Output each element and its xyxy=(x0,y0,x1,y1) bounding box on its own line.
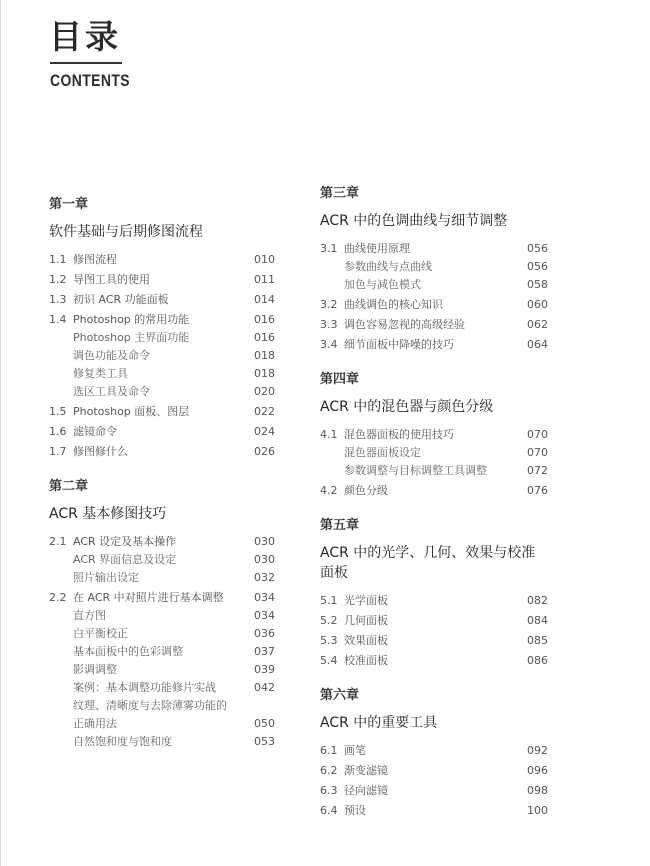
toc-entry[interactable] xyxy=(49,733,275,751)
toc-entry[interactable] xyxy=(49,643,275,661)
page-title: 目录 xyxy=(49,17,121,56)
section-title: 细节面板中降噪的技巧 xyxy=(344,338,454,351)
toc-left-column xyxy=(49,196,275,768)
section-title: 渐变滤镜 xyxy=(344,764,388,777)
toc-entry[interactable] xyxy=(320,742,548,760)
section-number: 2.2 xyxy=(49,591,67,604)
toc-entry[interactable] xyxy=(49,311,275,329)
toc-entry[interactable] xyxy=(320,632,548,650)
page-number: 030 xyxy=(254,553,275,566)
section-title: 照片输出设定 xyxy=(73,571,139,584)
page-number: 072 xyxy=(527,464,548,477)
section-number: 6.1 xyxy=(320,744,338,757)
page-number: 056 xyxy=(527,242,548,255)
toc-entry[interactable] xyxy=(49,569,275,587)
section-title: 参数调整与目标调整工具调整 xyxy=(344,464,487,477)
page-subtitle: CONTENTS xyxy=(50,71,130,90)
chapter-title: ACR 基本修图技巧 xyxy=(49,506,167,522)
page-number: 085 xyxy=(527,634,548,647)
section-number: 6.4 xyxy=(320,804,338,817)
title-divider xyxy=(50,62,122,64)
toc-entry[interactable] xyxy=(49,251,275,269)
section-title: 径向滤镜 xyxy=(344,784,388,797)
section-title: 白平衡校正 xyxy=(73,627,128,640)
section-title: Photoshop 的常用功能 xyxy=(73,313,190,326)
section-title: ACR 界面信息及设定 xyxy=(73,553,177,566)
section-number: 1.5 xyxy=(49,405,67,418)
section-title: 调色功能及命令 xyxy=(73,349,150,362)
section-number: 1.3 xyxy=(49,293,67,306)
chapter-title: ACR 中的混色器与颜色分级 xyxy=(320,399,494,415)
toc-entry[interactable] xyxy=(49,715,275,733)
section-title: 导图工具的使用 xyxy=(73,273,150,286)
page-number: 014 xyxy=(254,293,275,306)
section-title: 颜色分级 xyxy=(344,484,388,497)
page-number: 016 xyxy=(254,331,275,344)
section-title: 曲线调色的核心知识 xyxy=(344,298,443,311)
chapter-title: 软件基础与后期修图流程 xyxy=(49,224,203,240)
toc-entry[interactable] xyxy=(320,782,548,800)
toc-entry[interactable] xyxy=(320,444,548,462)
page-edge xyxy=(0,0,1,866)
page-number: 086 xyxy=(527,654,548,667)
toc-entry[interactable] xyxy=(320,612,548,630)
chapter-label: 第四章 xyxy=(320,372,360,387)
page-number: 039 xyxy=(254,663,275,676)
section-title: 参数曲线与点曲线 xyxy=(344,260,432,273)
section-number: 1.7 xyxy=(49,445,67,458)
section-number: 4.2 xyxy=(320,484,338,497)
section-title: 混色器面板的使用技巧 xyxy=(344,428,454,441)
page-number: 070 xyxy=(527,446,548,459)
page-number: 034 xyxy=(254,609,275,622)
page-number: 082 xyxy=(527,594,548,607)
section-title: Photoshop 面板、图层 xyxy=(73,405,190,418)
toc-entry[interactable] xyxy=(320,762,548,780)
section-title: 效果面板 xyxy=(344,634,388,647)
section-number: 1.6 xyxy=(49,425,67,438)
toc-entry[interactable] xyxy=(49,423,275,441)
chapter-title: ACR 中的色调曲线与细节调整 xyxy=(320,213,508,229)
page-number: 070 xyxy=(527,428,548,441)
toc-entry[interactable] xyxy=(320,336,548,354)
page-number: 084 xyxy=(527,614,548,627)
page-number: 032 xyxy=(254,571,275,584)
chapter-label: 第六章 xyxy=(320,688,360,703)
section-title: 正确用法 xyxy=(73,717,117,730)
page-number: 060 xyxy=(527,298,548,311)
toc-entry[interactable] xyxy=(320,462,548,480)
page-number: 064 xyxy=(527,338,548,351)
section-title: 修图流程 xyxy=(73,253,117,266)
toc-entry[interactable] xyxy=(49,697,275,715)
chapter-label: 第一章 xyxy=(49,197,89,212)
page-number: 011 xyxy=(254,273,275,286)
toc-entry[interactable] xyxy=(320,240,548,258)
section-number: 5.2 xyxy=(320,614,338,627)
page-number: 100 xyxy=(527,804,548,817)
page-number: 098 xyxy=(527,784,548,797)
section-title: 基本面板中的色彩调整 xyxy=(73,645,183,658)
section-title: 影调调整 xyxy=(73,663,117,676)
section-title: 选区工具及命令 xyxy=(73,385,150,398)
toc-entry[interactable] xyxy=(320,482,548,500)
toc-entry[interactable] xyxy=(49,533,275,551)
page-number: 018 xyxy=(254,349,275,362)
section-title: 修图修什么 xyxy=(73,445,128,458)
section-number: 3.1 xyxy=(320,242,338,255)
toc-entry[interactable] xyxy=(49,443,275,461)
page-number: 030 xyxy=(254,535,275,548)
toc-entry[interactable] xyxy=(49,589,275,607)
section-number: 1.2 xyxy=(49,273,67,286)
toc-entry[interactable] xyxy=(320,802,548,820)
chapter-section xyxy=(320,517,548,670)
section-number: 1.1 xyxy=(49,253,67,266)
section-number: 3.2 xyxy=(320,298,338,311)
section-number: 2.1 xyxy=(49,535,67,548)
section-title: 光学面板 xyxy=(344,594,388,607)
chapter-section xyxy=(320,371,548,500)
section-title: 在 ACR 中对照片进行基本调整 xyxy=(73,591,224,604)
page-number: 020 xyxy=(254,385,275,398)
page-number: 034 xyxy=(254,591,275,604)
toc-entry[interactable] xyxy=(49,291,275,309)
page-number: 092 xyxy=(527,744,548,757)
section-title: 初识 ACR 功能面板 xyxy=(73,293,169,306)
toc-entry[interactable] xyxy=(320,258,548,276)
toc-entry[interactable] xyxy=(320,592,548,610)
toc-entry[interactable] xyxy=(49,679,275,697)
section-number: 3.3 xyxy=(320,318,338,331)
page-number: 037 xyxy=(254,645,275,658)
toc-entry[interactable] xyxy=(49,661,275,679)
section-title: 画笔 xyxy=(344,744,366,757)
page-number: 026 xyxy=(254,445,275,458)
toc-entry[interactable] xyxy=(49,607,275,625)
section-number: 6.2 xyxy=(320,764,338,777)
page-number: 056 xyxy=(527,260,548,273)
page-number: 018 xyxy=(254,367,275,380)
section-title: 直方图 xyxy=(73,609,106,622)
section-number: 4.1 xyxy=(320,428,338,441)
toc-right-column xyxy=(320,185,548,837)
section-title: 曲线使用原理 xyxy=(344,242,410,255)
section-title: Photoshop 主界面功能 xyxy=(73,331,190,344)
chapter-section xyxy=(49,478,275,751)
section-title: 加色与减色模式 xyxy=(344,278,421,291)
toc-entry[interactable] xyxy=(49,551,275,569)
section-title: ACR 设定及基本操作 xyxy=(73,535,177,548)
section-number: 5.3 xyxy=(320,634,338,647)
toc-entry[interactable] xyxy=(49,403,275,421)
section-title: 滤镜命令 xyxy=(73,425,117,438)
toc-entry[interactable] xyxy=(49,625,275,643)
page-number: 062 xyxy=(527,318,548,331)
chapter-section xyxy=(49,196,275,461)
section-title: 预设 xyxy=(344,804,366,817)
section-title: 自然饱和度与饱和度 xyxy=(73,735,172,748)
page-number: 042 xyxy=(254,681,275,694)
section-title: 案例：基本调整功能修片实战 xyxy=(73,681,216,694)
chapter-section xyxy=(320,687,548,820)
section-number: 3.4 xyxy=(320,338,338,351)
page-number: 096 xyxy=(527,764,548,777)
toc-entry[interactable] xyxy=(320,296,548,314)
toc-entry[interactable] xyxy=(49,271,275,289)
section-title: 校准面板 xyxy=(344,654,388,667)
section-title: 修复类工具 xyxy=(73,367,128,380)
toc-entry[interactable] xyxy=(320,276,548,294)
section-number: 6.3 xyxy=(320,784,338,797)
page-number: 022 xyxy=(254,405,275,418)
chapter-label: 第二章 xyxy=(49,479,89,494)
page-number: 076 xyxy=(527,484,548,497)
chapter-title: ACR 中的重要工具 xyxy=(320,715,438,731)
toc-entry[interactable] xyxy=(49,383,275,401)
page-number: 036 xyxy=(254,627,275,640)
page-number: 053 xyxy=(254,735,275,748)
toc-entry[interactable] xyxy=(49,329,275,347)
chapter-title: ACR 中的光学、几何、效果与校准面板 xyxy=(320,545,536,581)
section-number: 5.1 xyxy=(320,594,338,607)
section-title: 混色器面板设定 xyxy=(344,446,421,459)
chapter-label: 第五章 xyxy=(320,518,360,533)
page-number: 016 xyxy=(254,313,275,326)
section-number: 5.4 xyxy=(320,654,338,667)
page-number: 058 xyxy=(527,278,548,291)
chapter-label: 第三章 xyxy=(320,186,360,201)
section-title: 调色容易忽视的高级经验 xyxy=(344,318,465,331)
chapter-section xyxy=(320,185,548,354)
section-title: 纹理、清晰度与去除薄雾功能的 xyxy=(73,699,227,712)
toc-entry[interactable] xyxy=(320,316,548,334)
section-title: 几何面板 xyxy=(344,614,388,627)
toc-entry[interactable] xyxy=(49,347,275,365)
toc-entry[interactable] xyxy=(320,426,548,444)
toc-entry[interactable] xyxy=(320,652,548,670)
page-number: 010 xyxy=(254,253,275,266)
toc-entry[interactable] xyxy=(49,365,275,383)
page-number: 050 xyxy=(254,717,275,730)
section-number: 1.4 xyxy=(49,313,67,326)
page-number: 024 xyxy=(254,425,275,438)
